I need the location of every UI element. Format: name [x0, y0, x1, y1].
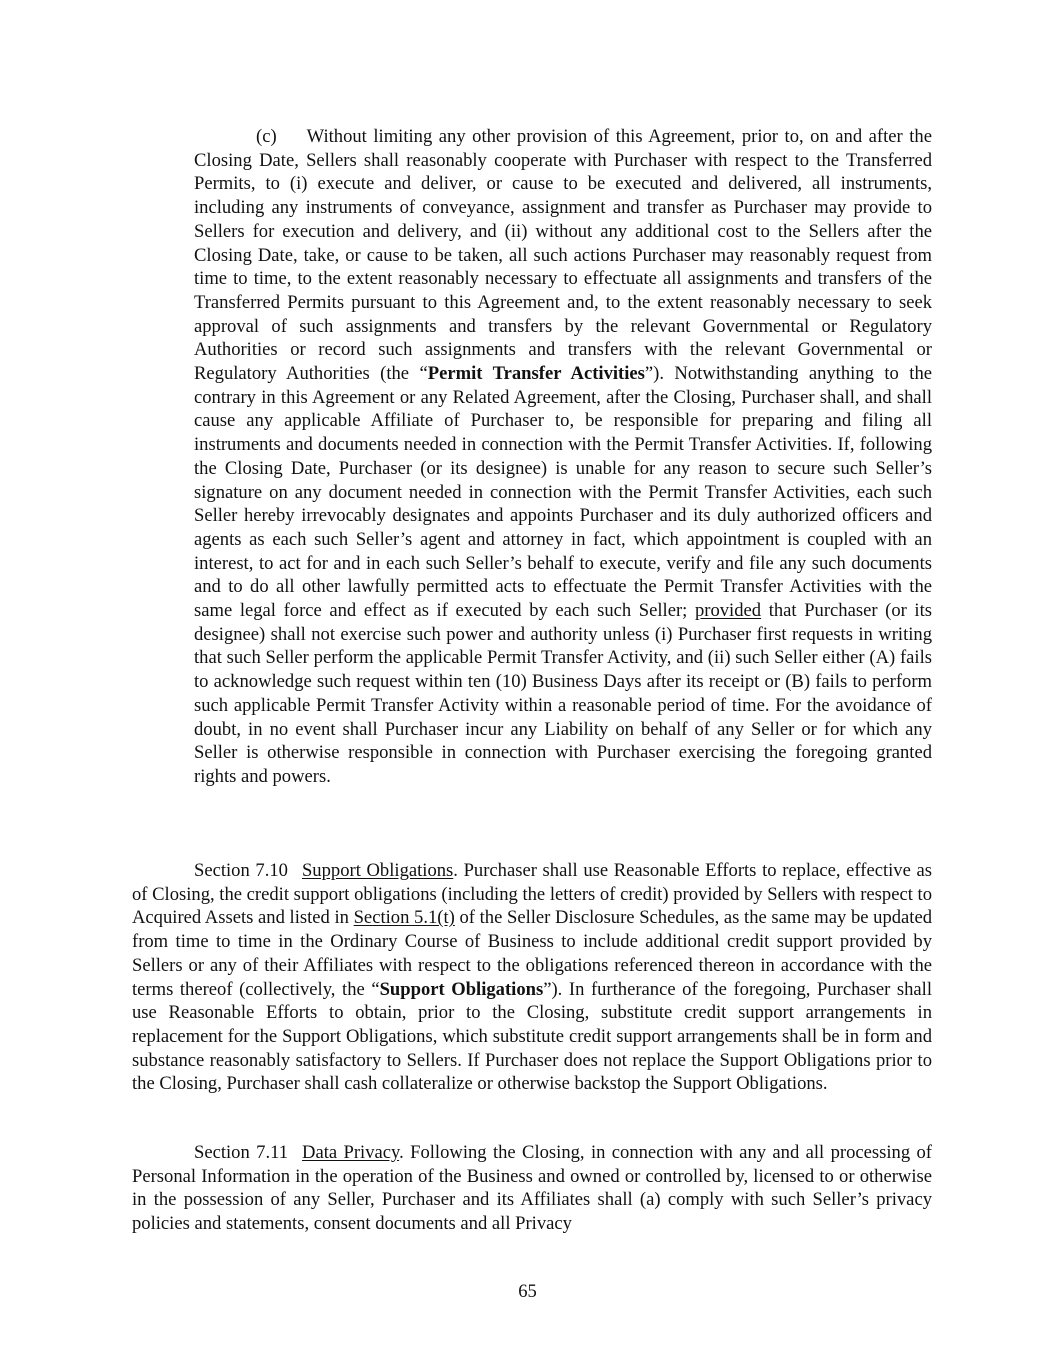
section-7-10 [132, 859, 932, 1096]
section-7-11-text-1: . Following the Closing, in connection with any and all processing of Personal Information in the operation of the Business and owned or controlled by, licensed to or otherwise in the possession of any Seller, Purchaser and its Affiliates shall (a) comply with such Seller’s privacy policies and statements, consent documents and all Privacy [132, 1142, 933, 1235]
section-7-10-text-3: ”). In furtherance of the foregoing, Purchaser shall use Reasonable Efforts to obtain, prior to the Closing, substitute credit support arrangements in replacement for the Support Obligations, which substitute credit support arrangements shall be in form and substance reasonably satisfactory to Sellers. If Purchaser does not replace the Support Obligations prior to the Closing, Purchaser shall cash collateralize or otherwise backstop the Support Obligations. [132, 978, 932, 1095]
page-number: 65 [518, 1281, 537, 1302]
section-7-11-number: Section 7.11 [194, 1142, 289, 1163]
section-7-10-heading: Support Obligations [301, 860, 454, 881]
section-7-10-text-2: of the Seller Disclosure Schedules, as the same may be updated from time to time in the Ordinary Course of Business to include additional credit support provided by Sellers or any of their Affiliates with respect to the obligations referenced thereon in accordance with the terms thereof (collectively, the “ [132, 907, 933, 1000]
section-7-10-text-1: . Purchaser shall use Reasonable Efforts to replace, effective as of Closing, the credit support obligations (including the letters of credit) provided by Sellers with respect to Acquired Assets and listed in [132, 860, 932, 929]
paragraph-c [194, 125, 932, 789]
section-7-11-heading: Data Privacy [302, 1142, 400, 1163]
section-7-10-number: Section 7.10 [194, 860, 288, 881]
paragraph-c-text-1: Without limiting any other provision of this Agreement, prior to, on and after the Closing Date, Sellers shall reasonably cooperate with Purchaser with respect to the Transferred Permits, to (i) execute and deliver, or cause to be executed and delivered, all instruments, including any instruments of conveyance, assignment and transfer as Purchaser may provide to Sellers for execution and delivery, and (ii) without any additional cost to the Sellers after the Closing Date, take, or cause to be taken, all such actions Purchaser may reasonably request from time to time, to the extent reasonably necessary to effectuate all assignments and transfers of the Transferred Permits pursuant to this Agreement and, to the extent reasonably necessary to seek approval of such assignments and transfers by the relevant Governmental or Regulatory Authorities or record such assignments and transfers with the relevant Governmental or Regulatory Authorities (the “ [194, 126, 932, 385]
provided-term: provided [694, 600, 762, 622]
section-7-11 [132, 1141, 932, 1236]
paragraph-c-text-2: ”). Notwithstanding anything to the contrary in this Agreement or any Related Agreement, after the Closing, Purchaser shall, and shall cause any applicable Affiliate of Purchaser to, be responsible for preparing and filing all instruments and documents needed in connection with the Permit Transfer Activities. If, following the Closing Date, Purchaser (or its designee) is unable for any reason to secure such Seller’s signature on any document needed in connection with the Permit Transfer Activities, each such Seller hereby irrevocably designates and appoints Purchaser and its duly authorized officers and agents as each such Seller’s agent and attorney in fact, which appointment is coupled with an interest, to act for and in each such Seller’s behalf to execute, verify and file any such documents and to do all other lawfully permitted acts to effectuate the Permit Transfer Activities with the same legal force and effect as if executed by each such Seller; [194, 363, 932, 622]
defined-term-permit-transfer-activities: Permit Transfer Activities [427, 363, 645, 385]
paragraph-c-text-3: that Purchaser (or its designee) shall not exercise such power and authority unless (i) Purchaser first requests in writing that such Seller perform the applicable Permit Transfer Activity, and (ii) such Seller either (A) fails to acknowledge such request within ten (10) Business Days after its receipt or (B) fails to perform such applicable Permit Transfer Activity within a reasonable period of time. For the avoidance of doubt, in no event shall Purchaser incur any Liability on behalf of any Seller or for which any Seller is otherwise responsible in connection with Purchaser exercising the foregoing granted rights and powers. [194, 600, 932, 787]
paragraph-c-label: (c) [256, 126, 277, 147]
defined-term-support-obligations: Support Obligations [379, 978, 544, 1000]
section-reference-5-1-t: Section 5.1(t) [353, 907, 455, 929]
